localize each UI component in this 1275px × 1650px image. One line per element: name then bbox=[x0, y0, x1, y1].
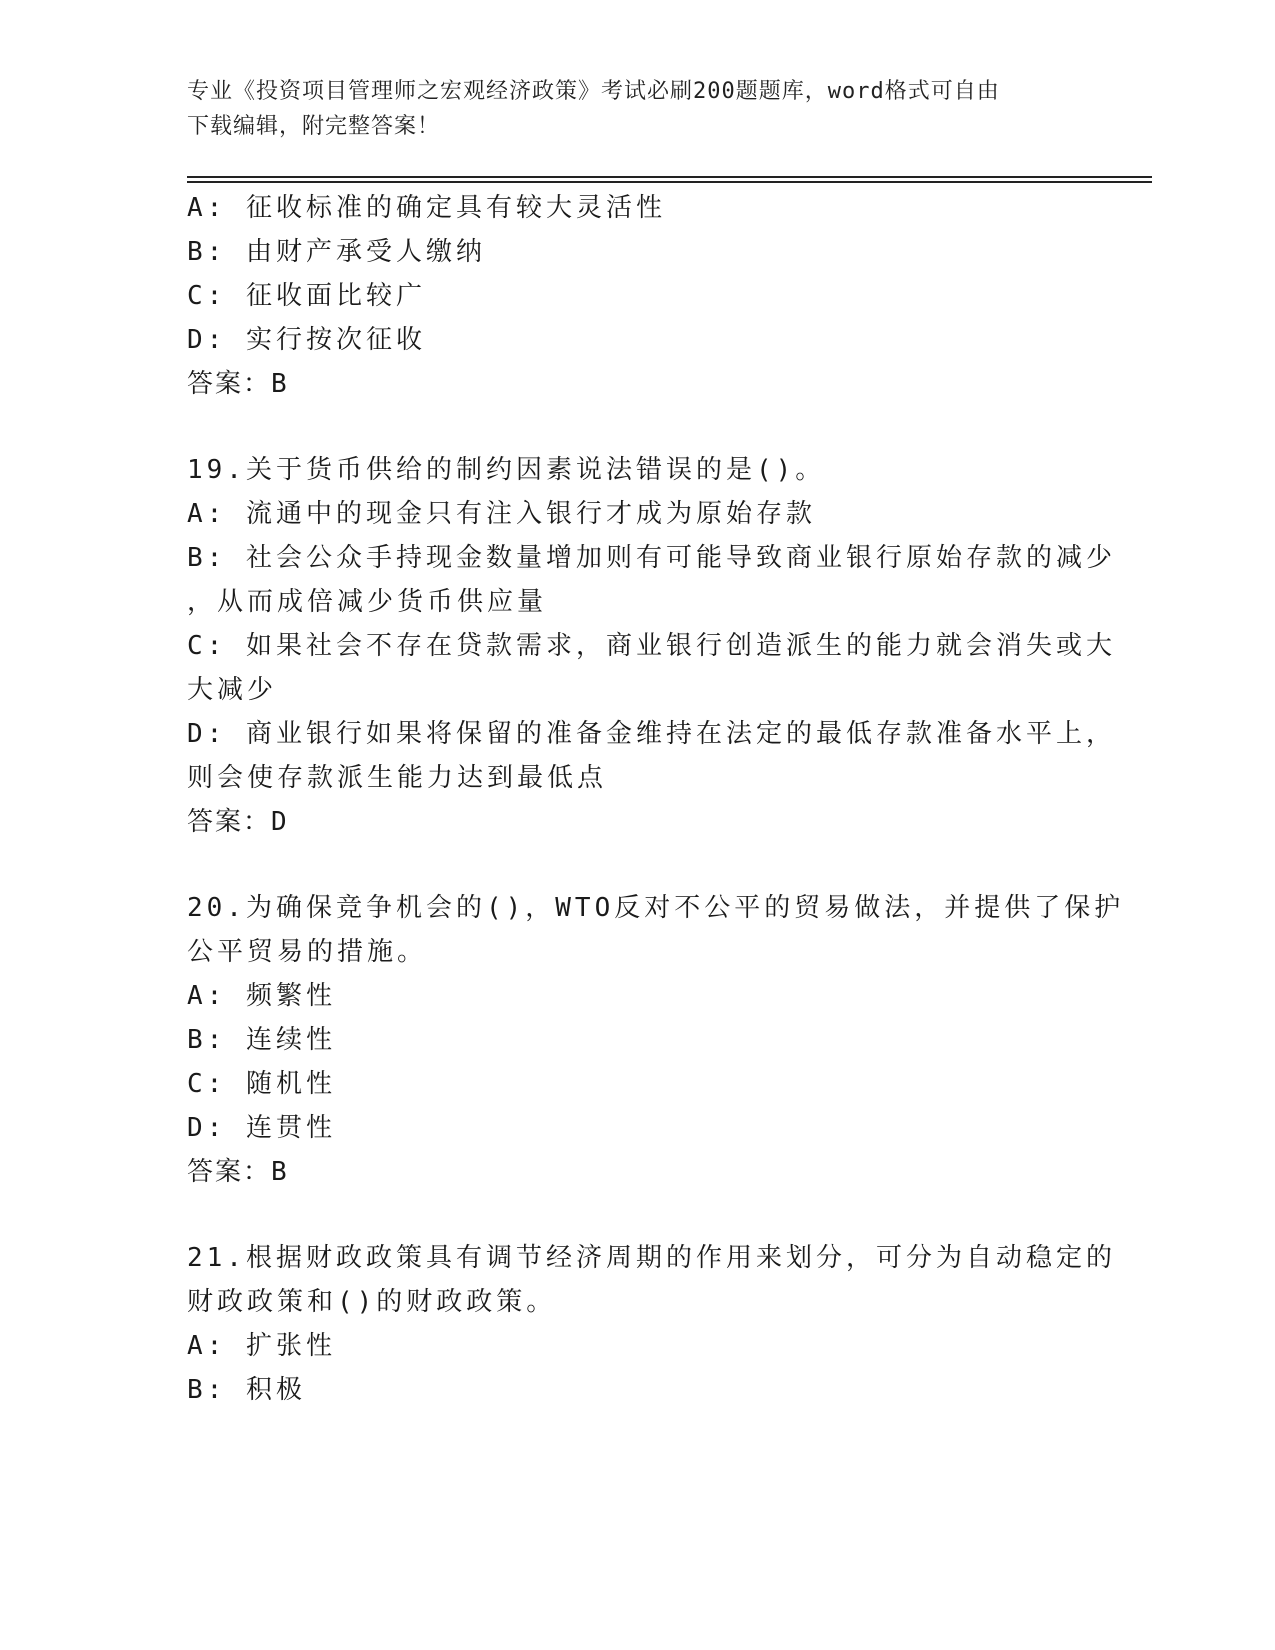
document-header bbox=[187, 74, 1067, 144]
q19-option-c-line-2: 大减少 bbox=[187, 675, 278, 705]
q21-option-a: A: 扩张性 bbox=[187, 1331, 336, 1361]
header-divider-bottom bbox=[187, 181, 1152, 183]
q20-question-line-2: 公平贸易的措施。 bbox=[187, 937, 428, 967]
q18-option-c: C: 征收面比较广 bbox=[187, 281, 426, 311]
q19-question: 19.关于货币供给的制约因素说法错误的是()。 bbox=[187, 455, 826, 485]
header-divider-top bbox=[187, 176, 1152, 178]
q18-option-d: D: 实行按次征收 bbox=[187, 325, 426, 355]
q18-option-b: B: 由财产承受人缴纳 bbox=[187, 237, 486, 267]
q19-answer: 答案：D bbox=[187, 807, 289, 837]
q20-option-c: C: 随机性 bbox=[187, 1069, 336, 1099]
q20-option-b: B: 连续性 bbox=[187, 1025, 336, 1055]
q18-answer: 答案：B bbox=[187, 369, 289, 399]
q19-option-a: A: 流通中的现金只有注入银行才成为原始存款 bbox=[187, 499, 816, 529]
q21-option-b: B: 积极 bbox=[187, 1375, 306, 1405]
q20-answer: 答案：B bbox=[187, 1157, 289, 1187]
header-line-2: 下载编辑，附完整答案！ bbox=[187, 114, 441, 139]
q21-question-line-1: 21.根据财政政策具有调节经济周期的作用来划分，可分为自动稳定的 bbox=[187, 1243, 1116, 1273]
q20-option-a: A: 频繁性 bbox=[187, 981, 336, 1011]
q19-option-d-line-1: D: 商业银行如果将保留的准备金维持在法定的最低存款准备水平上， bbox=[187, 719, 1116, 749]
q18-option-a: A: 征收标准的确定具有较大灵活性 bbox=[187, 193, 666, 223]
q20-option-d: D: 连贯性 bbox=[187, 1113, 336, 1143]
q20-question-line-1: 20.为确保竞争机会的()，WTO反对不公平的贸易做法，并提供了保护 bbox=[187, 893, 1125, 923]
q19-option-b-line-1: B: 社会公众手持现金数量增加则有可能导致商业银行原始存款的减少 bbox=[187, 543, 1116, 573]
q19-option-b-line-2: ，从而成倍减少货币供应量 bbox=[187, 587, 548, 617]
header-line-1: 专业《投资项目管理师之宏观经济政策》考试必刷200题题库，word格式可自由 bbox=[187, 79, 1000, 104]
q19-option-c-line-1: C: 如果社会不存在贷款需求，商业银行创造派生的能力就会消失或大 bbox=[187, 631, 1116, 661]
q21-question-line-2: 财政政策和()的财政政策。 bbox=[187, 1287, 557, 1317]
q19-option-d-line-2: 则会使存款派生能力达到最低点 bbox=[187, 763, 608, 793]
